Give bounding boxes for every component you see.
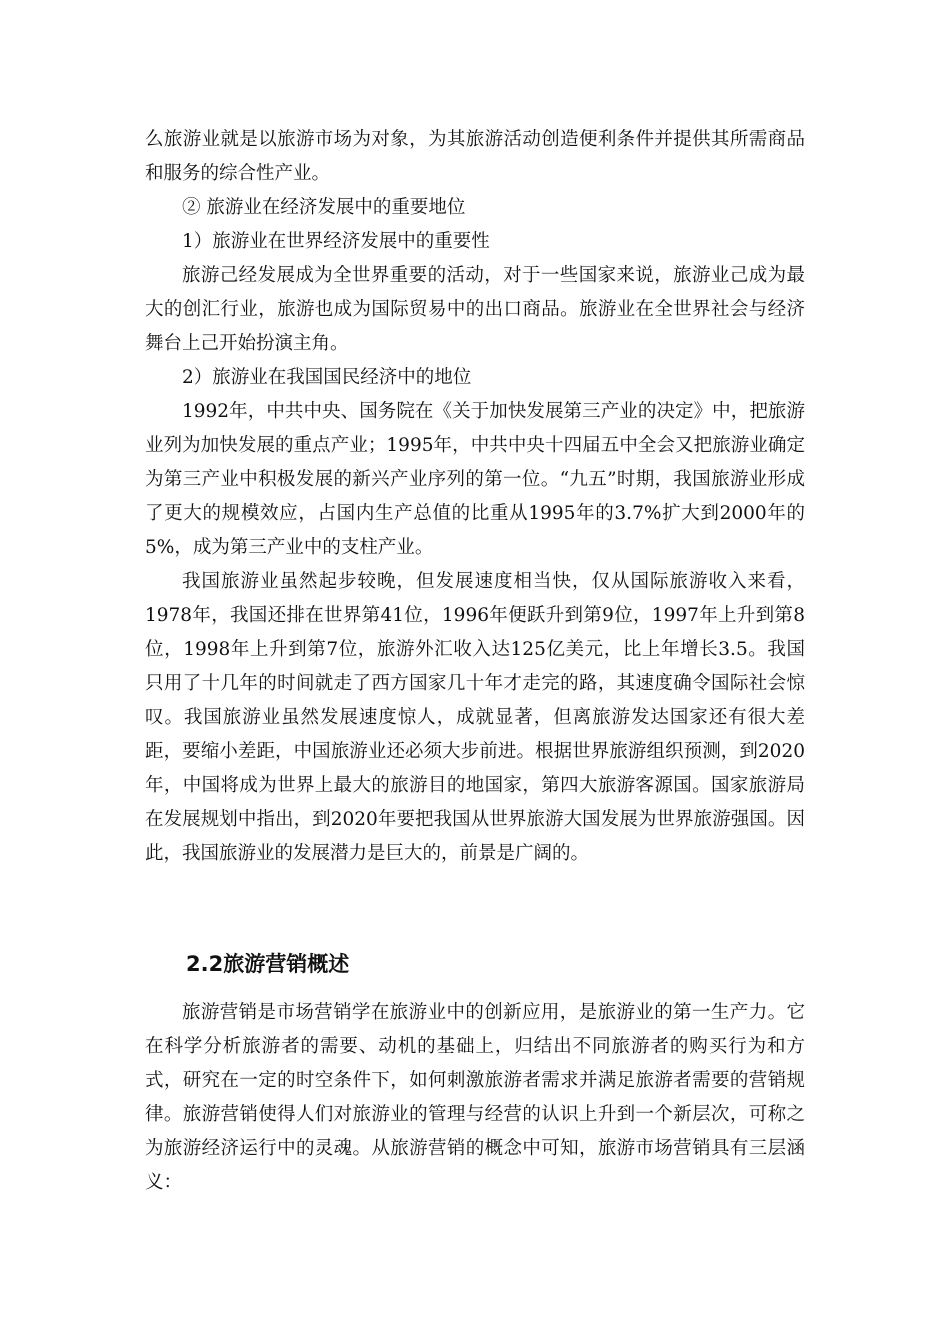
paragraph-world-tourism: 旅游己经发展成为全世界重要的活动，对于一些国家来说，旅游业己成为最大的创汇行业，旅游也成为国际贸易中的出口商品。旅游业在全世界社会与经济舞台上己开始扮演主角。 (145, 265, 805, 354)
subheading-importance: ② 旅游业在经济发展中的重要地位 (182, 197, 466, 218)
body-text-section-2 (145, 996, 805, 1200)
body-text-section-1 (145, 123, 805, 871)
subheading-national-economy: 2）旅游业在我国国民经济中的地位 (182, 367, 472, 388)
paragraph-china-tourism-growth: 我国旅游业虽然起步较晚，但发展速度相当快，仅从国际旅游收入来看，1978年，我国还排在世界第41位，1996年便跃升到第9位，1997年上升到第8位，1998年上升到第7位，旅游外汇收入达125亿美元，比上年增长3.5。我国只用了十几年的时间就走了西方国家几十年才走完的路，其速度确令国际社会惊叹。我国旅游业虽然发展速度惊人，成就显著，但离旅游发达国家还有很大差距，要缩小差距，中国旅游业还必须大步前进。根据世界旅游组织预测，到2020年，中国将成为世界上最大的旅游目的地国家，第四大旅游客源国。国家旅游局在发展规划中指出，到2020年要把我国从世界旅游大国发展为世界旅游强国。因此，我国旅游业的发展潜力是巨大的，前景是广阔的。 (145, 571, 805, 864)
paragraph-tourism-marketing: 旅游营销是市场营销学在旅游业中的创新应用，是旅游业的第一生产力。它在科学分析旅游者的需要、动机的基础上，归结出不同旅游者的购买行为和方式，研究在一定的时空条件下，如何刺激旅游者需求并满足旅游者需要的营销规律。旅游营销使得人们对旅游业的管理与经营的认识上升到一个新层次，可称之为旅游经济运行中的灵魂。从旅游营销的概念中可知，旅游市场营销具有三层涵义： (145, 1002, 805, 1193)
section-heading: 2.2旅游营销概述 (186, 952, 350, 976)
paragraph-continuation: 么旅游业就是以旅游市场为对象，为其旅游活动创造便利条件并提供其所需商品和服务的综合性产业。 (145, 129, 805, 184)
paragraph-policy-1992: 1992年，中共中央、国务院在《关于加快发展第三产业的决定》中，把旅游业列为加快发展的重点产业；1995年，中共中央十四届五中全会又把旅游业确定为第三产业中积极发展的新兴产业序列的第一位。“九五”时期，我国旅游业形成了更大的规模效应，占国内生产总值的比重从1995年的3.7%扩大到2000年的5%，成为第三产业中的支柱产业。 (145, 401, 805, 558)
subheading-world-economy: 1）旅游业在世界经济发展中的重要性 (182, 231, 490, 252)
